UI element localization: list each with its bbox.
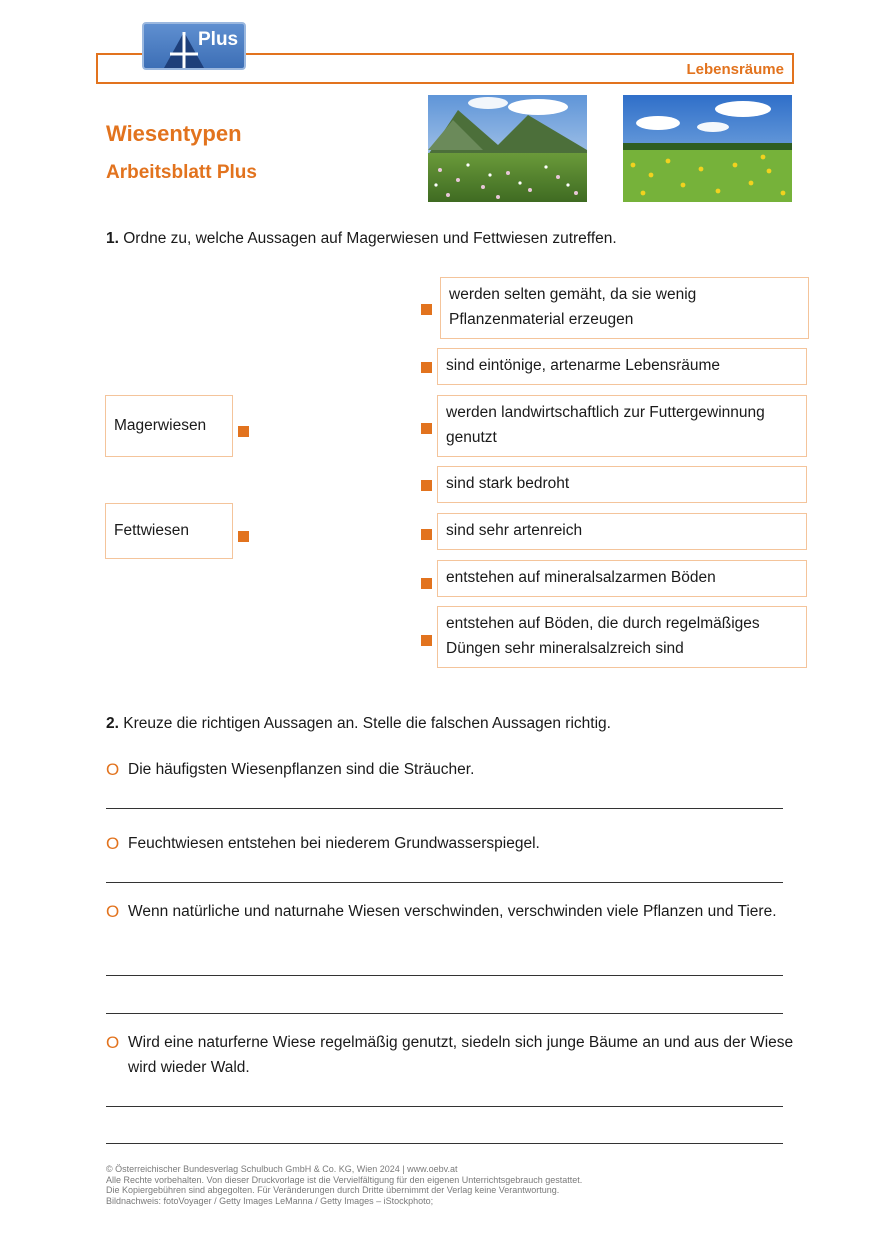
connector-dot[interactable] <box>238 426 249 437</box>
footer-line: Bildnachweis: fotoVoyager / Getty Images LeManna / Getty Images – iStockphoto; <box>106 1195 434 1206</box>
statement-box[interactable]: sind eintönige, artenarme Lebensräume <box>437 348 807 385</box>
statement-box[interactable]: werden landwirtschaftlich zur Futtergewinnung genutzt <box>437 395 807 457</box>
box-magerwiesen[interactable]: Magerwiesen <box>105 395 233 457</box>
statement-box[interactable]: entstehen auf mineralsalzarmen Böden <box>437 560 807 597</box>
connector-dot[interactable] <box>421 578 432 589</box>
task1-number: 1. <box>106 230 119 247</box>
section-title: Lebensräume <box>686 61 784 78</box>
dandelion-meadow-photo <box>623 95 792 202</box>
connector-dot[interactable] <box>238 531 249 542</box>
task2-question <box>106 715 611 733</box>
connector-dot[interactable] <box>421 423 432 434</box>
task2-number: 2. <box>106 715 119 732</box>
checkbox-circle[interactable]: O <box>106 902 120 921</box>
box-fettwiesen[interactable]: Fettwiesen <box>105 503 233 559</box>
logo <box>142 22 246 70</box>
task2-text: Kreuze die richtigen Aussagen an. Stelle die falschen Aussagen richtig. <box>123 715 611 732</box>
statement-box[interactable]: sind stark bedroht <box>437 466 807 503</box>
logo-text: Plus <box>198 29 239 50</box>
answer-line[interactable] <box>106 1143 783 1144</box>
statement-box[interactable]: werden selten gemäht, da sie wenig Pflanzenmaterial erzeugen <box>440 277 809 339</box>
answer-line[interactable] <box>106 1013 783 1014</box>
answer-line[interactable] <box>106 1106 783 1107</box>
statement-text: Wenn natürliche und naturnahe Wiesen verschwinden, verschwinden viele Pflanzen und Tiere. <box>128 903 777 920</box>
checkbox-circle[interactable]: O <box>106 1033 120 1052</box>
checkbox-circle[interactable]: O <box>106 834 120 853</box>
statement-box[interactable]: entstehen auf Böden, die durch regelmäßiges Düngen sehr mineralsalzreich sind <box>437 606 807 668</box>
footer-line: © Österreichischer Bundesverlag Schulbuch GmbH & Co. KG, Wien 2024 | www.oebv.at <box>106 1164 458 1174</box>
answer-line[interactable] <box>106 975 783 976</box>
connector-dot[interactable] <box>421 304 432 315</box>
footer-line: Die Kopiergebühren sind abgegolten. Für Veränderungen durch Dritte übernimmt der Verlag keine Verantwortung. <box>106 1185 560 1195</box>
page-title: Wiesentypen <box>106 121 242 146</box>
page-subtitle: Arbeitsblatt Plus <box>106 162 257 183</box>
mountain-meadow-photo <box>428 95 587 202</box>
statement-text: Die häufigsten Wiesenpflanzen sind die Sträucher. <box>128 761 475 778</box>
answer-line[interactable] <box>106 882 783 883</box>
connector-dot[interactable] <box>421 635 432 646</box>
footer <box>106 1164 582 1206</box>
task1-text: Ordne zu, welche Aussagen auf Magerwiesen und Fettwiesen zutreffen. <box>123 230 617 247</box>
connector-dot[interactable] <box>421 362 432 373</box>
checkbox-circle[interactable]: O <box>106 760 120 779</box>
answer-line[interactable] <box>106 808 783 809</box>
task1-question <box>106 230 617 248</box>
connector-dot[interactable] <box>421 480 432 491</box>
footer-line: Alle Rechte vorbehalten. Von dieser Druckvorlage ist die Vervielfältigung für den eigenen Unterrichtsgebrauch gestattet. <box>106 1174 583 1185</box>
statement-text: Feuchtwiesen entstehen bei niederem Grundwasserspiegel. <box>128 835 540 852</box>
statement-box[interactable]: sind sehr artenreich <box>437 513 807 550</box>
statement-text: Wird eine naturferne Wiese regelmäßig genutzt, siedeln sich junge Bäume an und aus der Wiese wird wieder Wald. <box>128 1034 794 1076</box>
connector-dot[interactable] <box>421 529 432 540</box>
